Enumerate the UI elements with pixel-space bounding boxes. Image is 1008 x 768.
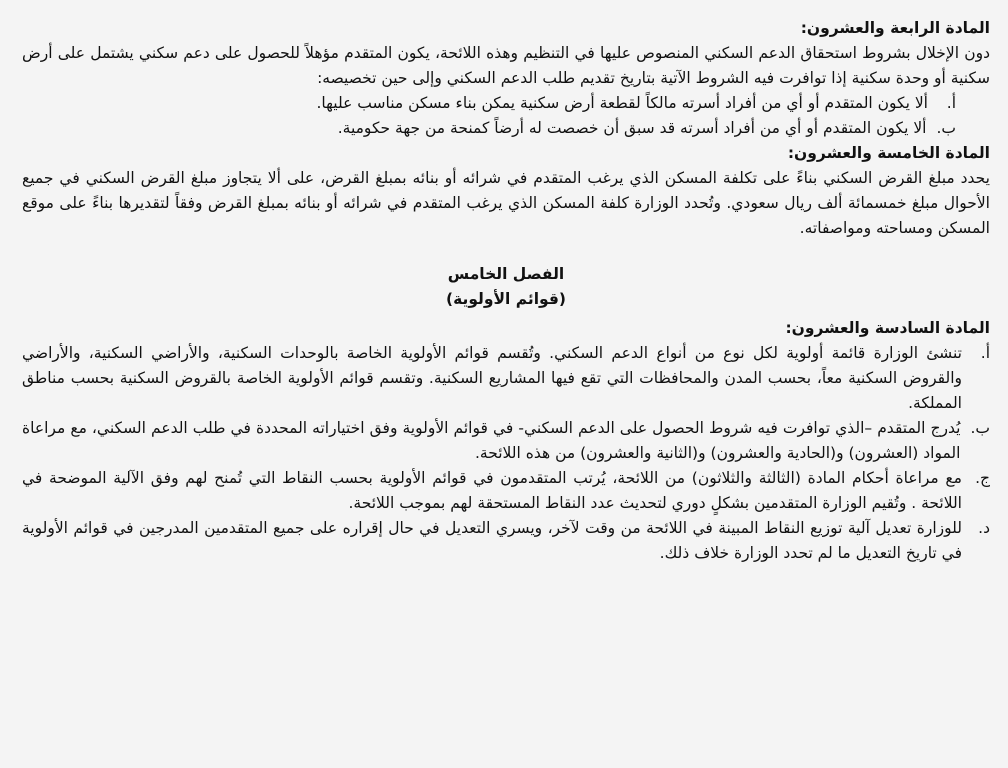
item-text: تنشئ الوزارة قائمة أولوية لكل نوع من أنواع الدعم السكني. وتُقسم قوائم الأولوية الخاصة بالوحدات السكنية، والأراضي السكنية، والأراضي والقروض السكنية معاً، بحسب المدن والمحافظات التي تقع فيها المشاريع السكنية. وتقسم قوائم الأولوية الخاصة بالقروض السكنية بحسب مناطق المملكة. bbox=[22, 344, 962, 412]
item-text: مع مراعاة أحكام المادة (الثالثة والثلاثون) من اللائحة، يُرتب المتقدمون في قوائم الأولوية بحسب النقاط التي تُمنح لهم وفق الآلية الموضحة في اللائحة . وتُقيم الوزارة المتقدمين بشكلٍ دوري لتحديث عدد النقاط المستحقة لهم بموجب اللائحة. bbox=[22, 469, 962, 512]
item-text: للوزارة تعديل آلية توزيع النقاط المبينة في اللائحة من وقت لآخر، ويسري التعديل في حال إقراره على جميع المتقدمين المدرجين في قوائم الأولوية في تاريخ التعديل ما لم تحدد الوزارة خلاف ذلك. bbox=[22, 519, 962, 562]
article-25-text: يحدد مبلغ القرض السكني بناءً على تكلفة المسكن الذي يرغب المتقدم في شرائه أو بنائه بمبلغ القرض، على ألا يتجاوز مبلغ القرض السكني في جميع الأحوال مبلغ خمسمائة ألف ريال سعودي. وتُحدد الوزارة كلفة المسكن الذي يرغب المتقدم في شرائه أو بنائه بمبلغ القرض وفقاً لتقديرها بناءً على موقع المسكن ومساحته ومواصفاته. bbox=[22, 169, 990, 237]
item-marker: أ. bbox=[946, 94, 956, 112]
article-26-list bbox=[22, 341, 990, 566]
item-marker: ب. bbox=[936, 119, 956, 137]
list-item bbox=[22, 91, 990, 116]
item-marker: ج. bbox=[975, 469, 990, 487]
list-item bbox=[22, 466, 990, 516]
section-spacer bbox=[22, 241, 990, 262]
item-text: يُدرج المتقدم –الذي توافرت فيه شروط الحصول على الدعم السكني- في قوائم الأولوية وفق اختياراته المحددة في طلب الدعم السكني، مع مراعاة المواد (العشرون) و(الحادية والعشرون) و(الثانية والعشرون) من هذه اللائحة. bbox=[22, 419, 961, 462]
article-25-heading: المادة الخامسة والعشرون: bbox=[787, 144, 990, 162]
article-24-intro: دون الإخلال بشروط استحقاق الدعم السكني المنصوص عليها في التنظيم وهذه اللائحة، يكون المتقدم مؤهلاً للحصول على دعم سكني يشتمل على أرض سكنية أو وحدة سكنية إذا توافرت فيه الشروط الآتية بتاريخ تقديم طلب الدعم السكني وإلى حين تخصيصه: bbox=[22, 44, 990, 87]
list-item bbox=[22, 341, 990, 416]
item-marker: أ. bbox=[980, 344, 990, 362]
item-marker: ب. bbox=[970, 419, 990, 437]
article-24-heading: المادة الرابعة والعشرون: bbox=[800, 19, 990, 37]
item-text: ألا يكون المتقدم أو أي من أفراد أسرته قد سبق أن خصصت له أرضاً كمنحة من جهة حكومية. bbox=[337, 119, 927, 137]
list-item bbox=[22, 116, 990, 141]
item-marker: د. bbox=[978, 519, 990, 537]
list-item bbox=[22, 416, 990, 466]
item-text: ألا يكون المتقدم أو أي من أفراد أسرته مالكاً لقطعة أرض سكنية يمكن بناء مسكن مناسب عليها. bbox=[316, 94, 928, 112]
chapter-subtitle: (قوائم الأولوية) bbox=[446, 290, 566, 308]
list-item bbox=[22, 516, 990, 566]
article-24-list bbox=[22, 91, 990, 141]
chapter-title: الفصل الخامس bbox=[447, 265, 565, 283]
article-26-heading: المادة السادسة والعشرون: bbox=[785, 319, 990, 337]
